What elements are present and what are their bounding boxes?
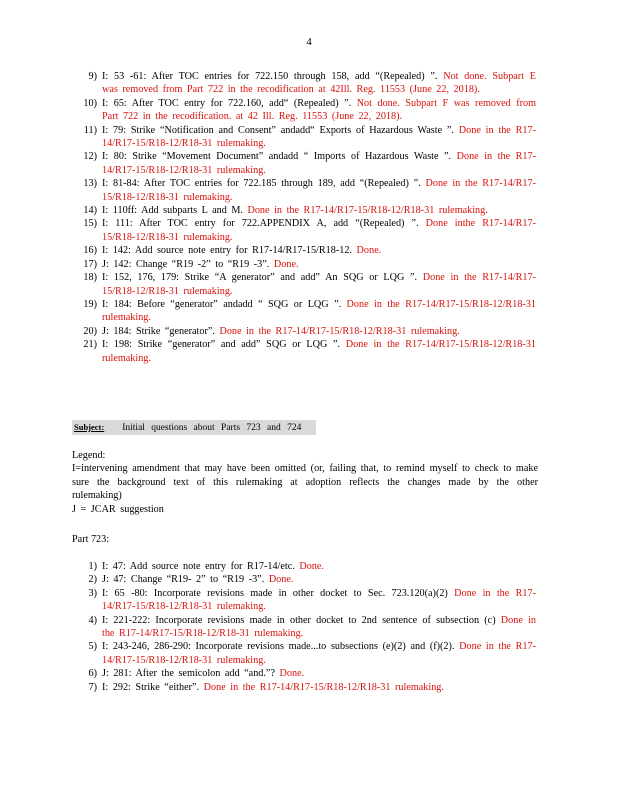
item-instruction: J: 47: Change “R19- 2” to “R19 -3”. <box>102 574 265 586</box>
item-text <box>102 258 536 271</box>
item-instruction: J: 281: After the semicolon add “and.”? <box>102 668 275 680</box>
item-instruction: I: 221-222: Incorporate revisions made in other docket to 2nd sentence of subsection (c) <box>102 614 496 626</box>
list-item <box>76 667 536 680</box>
item-text <box>102 204 536 217</box>
list-item <box>76 124 536 151</box>
item-text <box>102 244 536 257</box>
item-instruction: I: 142: Add source note entry for R17-14/R17-15/R18-12. <box>102 245 352 257</box>
item-instruction: I: 53 -61: After TOC entries for 722.150 through 158, add “(Repealed) ”. <box>102 71 438 82</box>
item-number: 10) <box>83 97 97 109</box>
legend-i-definition: I=intervening amendment that may have been omitted (or, failing that, to remind myself to check to make sure the background text of this rulemaking at adoption reflects the changes made by the other rulemaking) <box>72 463 538 502</box>
list-item <box>76 573 536 586</box>
item-number: 18) <box>83 272 97 284</box>
item-number: 12) <box>83 151 97 163</box>
item-number: 16) <box>83 245 97 257</box>
list-item <box>76 204 536 217</box>
item-status: Done. <box>269 258 299 270</box>
item-instruction: I: 47: Add source note entry for R17-14/etc. <box>102 561 295 572</box>
item-instruction: I: 81-84: After TOC entries for 722.185 through 189, add “(Repealed) ”. <box>102 178 421 190</box>
list-part-723 <box>76 560 536 694</box>
item-number: 9) <box>88 71 97 82</box>
list-item <box>76 150 536 177</box>
item-instruction: I: 292: Strike “either”. <box>102 681 200 693</box>
subject-heading <box>72 420 316 435</box>
item-number: 14) <box>83 205 97 217</box>
item-text <box>102 97 536 124</box>
part-723-heading: Part 723: <box>72 534 110 545</box>
item-text <box>102 177 536 204</box>
item-status: Done in the R17-14/R17-15/R18-12/R18-31 rulemaking. <box>242 205 488 217</box>
list-item <box>76 338 536 365</box>
list-item <box>76 258 536 271</box>
item-number: 21) <box>83 339 97 351</box>
item-instruction: J: 142: Change “R19 -2” to “R19 -3”. <box>102 258 270 270</box>
legend-title: Legend: <box>72 450 106 461</box>
item-status: Done. <box>264 574 294 586</box>
item-text <box>102 70 536 97</box>
item-status: Done in the R17-14/R17-15/R18-12/R18-31 rulemaking. <box>199 681 444 693</box>
list-item <box>76 217 536 244</box>
item-instruction: I: 184: Before “generator” andadd “ SQG or LQG ”. <box>102 298 342 310</box>
item-text <box>102 560 536 573</box>
item-status: Done inthe R17-14/R17-15/R18-12/R18-31 rulemaking. <box>102 218 536 243</box>
legend <box>72 449 538 516</box>
item-status: Done. <box>351 245 382 257</box>
item-text <box>102 573 536 586</box>
list-item <box>76 97 536 124</box>
item-number: 3) <box>88 587 97 599</box>
item-status: Done in the R17-14/R17-15/R18-12/R18-31 rulemaking. <box>102 298 536 324</box>
item-text <box>102 681 536 694</box>
item-status: Done in the R17-14/R17-15/R18-12/R18-31 rulemaking. <box>102 339 536 364</box>
item-status: Done in the R17-14/R17-15/R18-12/R18-31 rulemaking. <box>102 178 536 203</box>
item-number: 13) <box>83 178 97 190</box>
list-item <box>76 325 536 338</box>
item-text <box>102 325 536 338</box>
list-item <box>76 70 536 97</box>
item-status: Done in the R17-14/R17-15/R18-12/R18-31 rulemaking. <box>102 124 537 150</box>
list-part-722 <box>76 70 536 365</box>
item-number: 15) <box>83 218 97 230</box>
item-status: Done in the R17-14/R17-15/R18-12/R18-31 rulemaking. <box>102 641 537 666</box>
list-item <box>76 560 536 573</box>
item-status: Done in the R17-14/R17-15/R18-12/R18-31 rulemaking. <box>102 272 536 297</box>
item-number: 17) <box>83 258 97 270</box>
item-text <box>102 271 536 298</box>
item-instruction: I: 243-246, 286-290: Incorporate revisions made...to subsections (e)(2) and (f)(2). <box>102 641 455 653</box>
item-status: Not done. Subpart E was removed from Part 722 in the recodification at 42Ill. Reg. 11553 (June 22, 2018). <box>102 71 537 96</box>
list-item <box>76 614 536 641</box>
item-status: Done in the R17-14/R17-15/R18-12/R18-31 rulemaking. <box>102 151 536 176</box>
item-status: Done. <box>294 561 324 572</box>
legend-j-definition: J = JCAR suggestion <box>72 503 164 515</box>
item-text <box>102 640 536 667</box>
item-instruction: I: 79: Strike “Notification and Consent” andadd“ Exports of Hazardous Waste ”. <box>102 124 454 136</box>
item-instruction: I: 110ff: Add subparts L and M. <box>102 205 243 217</box>
list-item <box>76 244 536 257</box>
item-status: Done in the R17-14/R17-15/R18-12/R18-31 rulemaking. <box>102 614 536 640</box>
item-instruction: I: 152, 176, 179: Strike “A generator” and add” An SQG or LQG ”. <box>102 272 418 284</box>
subject-label: Subject: <box>74 422 105 432</box>
item-instruction: I: 80: Strike “Movement Document” andadd “ Imports of Hazardous Waste ”. <box>102 151 452 163</box>
item-instruction: I: 111: After TOC entry for 722.APPENDIX A, add “(Repealed) ”. <box>102 218 419 230</box>
list-item <box>76 298 536 325</box>
item-number: 19) <box>83 298 97 310</box>
list-item <box>76 587 536 614</box>
item-number: 5) <box>88 641 97 653</box>
list-item <box>76 177 536 204</box>
item-number: 2) <box>88 574 97 586</box>
item-instruction: J: 184: Strike “generator”. <box>102 325 215 337</box>
item-number: 1) <box>88 561 97 572</box>
item-number: 7) <box>88 681 97 693</box>
item-text <box>102 614 536 641</box>
item-text <box>102 217 536 244</box>
item-status: Done in the R17-14/R17-15/R18-12/R18-31 rulemaking. <box>214 325 460 337</box>
item-text <box>102 587 536 614</box>
item-text <box>102 298 536 325</box>
item-number: 11) <box>83 124 97 136</box>
item-status: Not done. Subpart F was removed from Part 722 in the recodification. at 42 Ill. Reg. 11553 (June 22, 2018). <box>102 97 536 123</box>
list-item <box>76 640 536 667</box>
subject-text: Initial questions about Parts 723 and 724 <box>122 423 302 433</box>
item-status: Done. <box>274 668 305 680</box>
page-number: 4 <box>306 36 312 48</box>
item-text <box>102 150 536 177</box>
item-number: 4) <box>88 614 97 626</box>
list-item <box>76 681 536 694</box>
item-instruction: I: 65 -80: Incorporate revisions made in other docket to Sec. 723.120(a)(2) <box>102 587 448 599</box>
item-status: Done in the R17-14/R17-15/R18-12/R18-31 rulemaking. <box>102 587 536 613</box>
item-text <box>102 667 536 680</box>
item-instruction: I: 198: Strike “generator” and add” SQG or LQG ”. <box>102 339 341 351</box>
item-number: 20) <box>83 325 97 337</box>
item-instruction: I: 65: After TOC entry for 722.160, add“ (Repealed) ”. <box>102 97 352 109</box>
item-text <box>102 124 536 151</box>
list-item <box>76 271 536 298</box>
item-text <box>102 338 536 365</box>
item-number: 6) <box>88 668 97 680</box>
